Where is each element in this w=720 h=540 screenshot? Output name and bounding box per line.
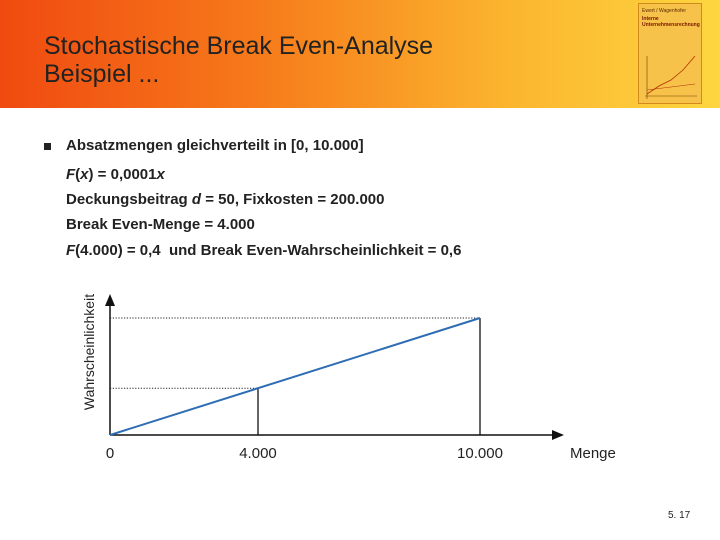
page-title-line2: Beispiel ... [44,60,160,88]
series-line [110,318,480,435]
bullet-text: Absatzmengen gleichverteilt in [0, 10.000] [66,137,364,154]
x-tick-label: 4.000 [239,445,277,462]
x-tick-label: 10.000 [457,445,503,462]
formula-line: F(x) = 0,0001x [66,166,165,183]
book-title-line2: Unternehmensrechnung [642,22,700,28]
y-axis-label: Wahrscheinlichkeit [81,293,97,411]
book-title-line1: Interne [642,16,659,22]
break-even-line: Break Even-Menge = 4.000 [66,216,255,233]
probability-line: F(4.000) = 0,4 und Break Even-Wahrscheinlichkeit = 0,6 [66,242,462,259]
y-axis-arrow-icon [105,294,115,306]
page-number: 5. 17 [668,510,691,521]
contribution-line: Deckungsbeitrag d = 50, Fixkosten = 200.000 [66,191,385,208]
page-title-line1: Stochastische Break Even-Analyse [44,32,434,60]
x-axis-arrow-icon [552,430,564,440]
book-author: Ewert / Wagenhofer [642,8,687,14]
x-axis-label: Menge [570,445,616,462]
x-tick-label: 0 [105,445,115,462]
